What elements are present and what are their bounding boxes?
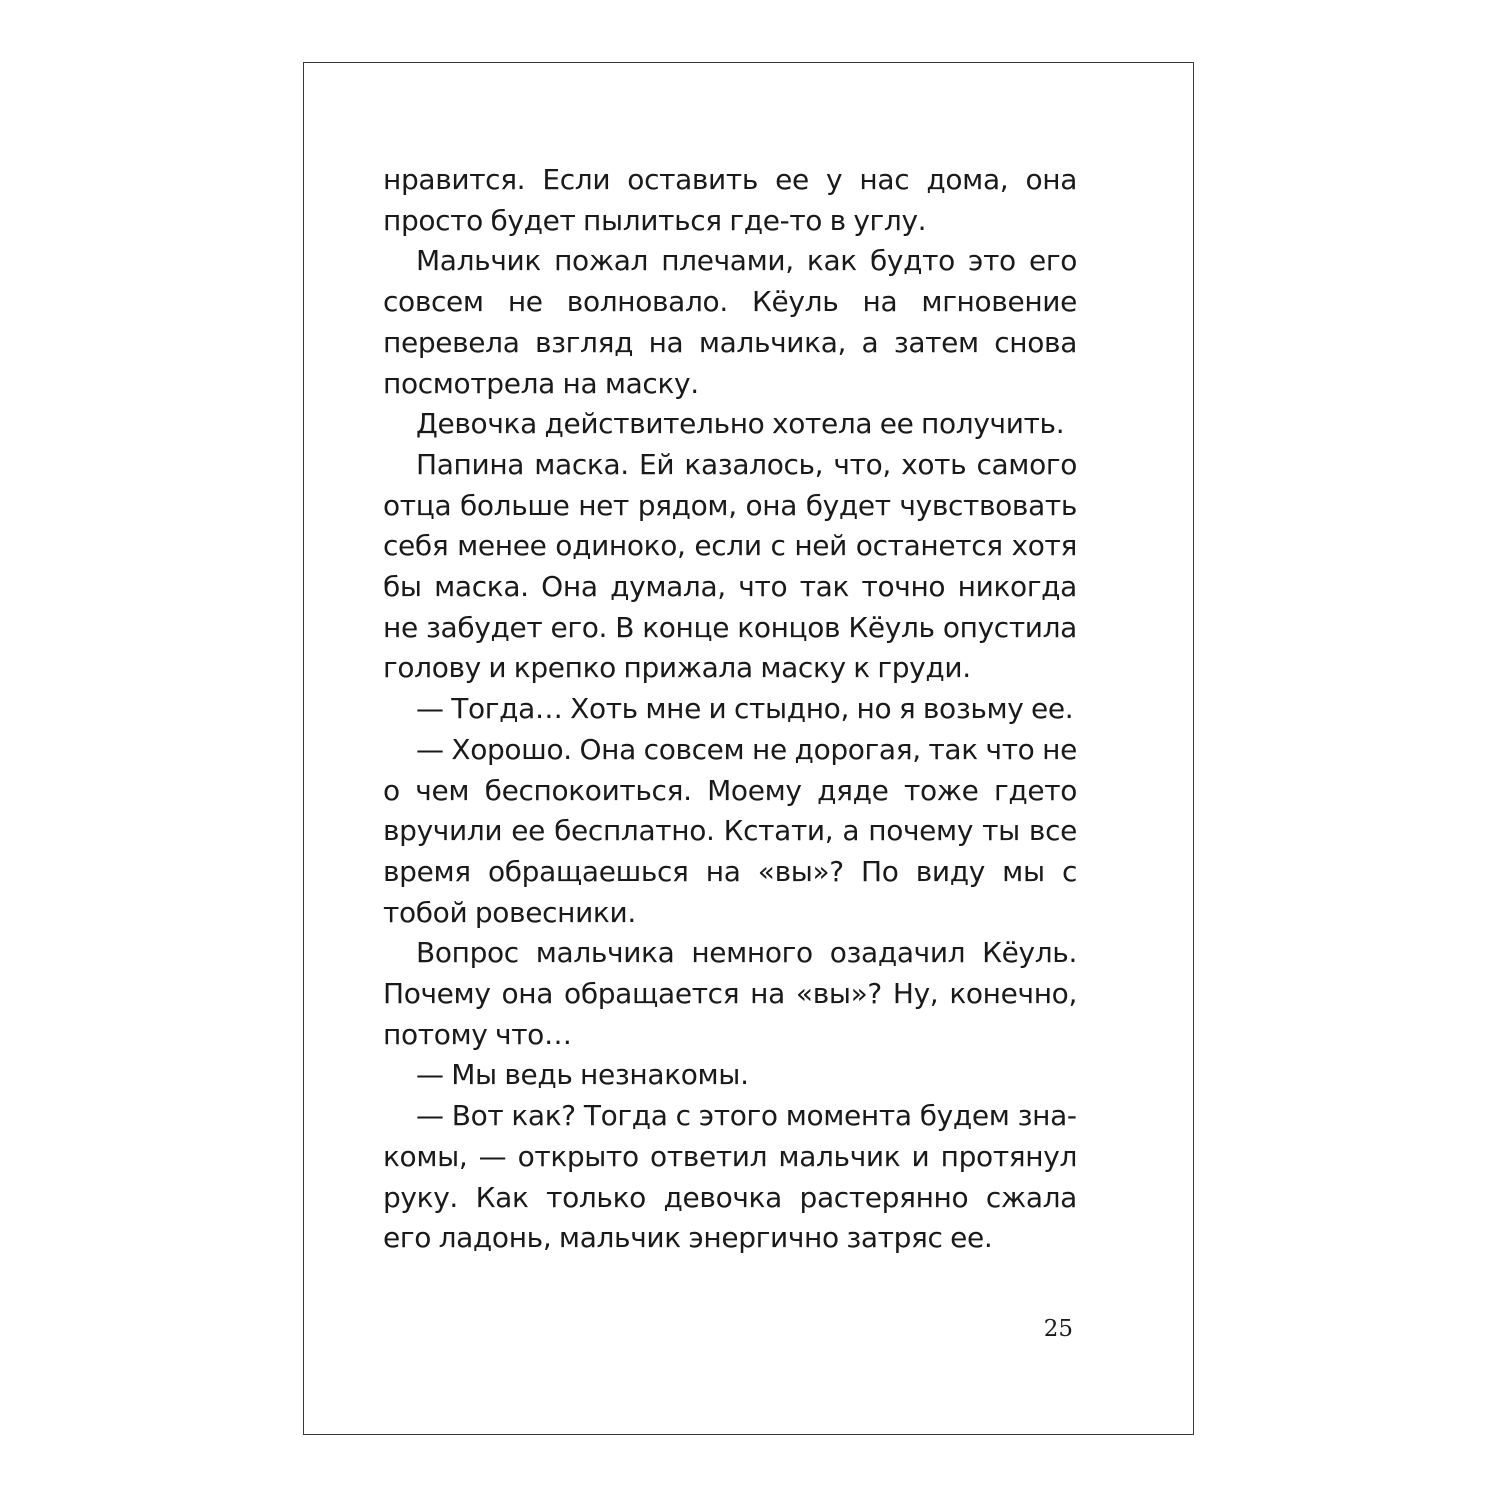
paragraph-9: — Вот как? Тогда с этого момента будем знакомы, — открыто ответил мальчик и протянул руку. Как только девочка растерянно сжала его ладонь, мальчик энергично затряс ее. <box>383 1099 1077 1255</box>
paragraph-5: — Тогда… Хоть мне и стыдно, но я возьму ее. <box>416 692 1074 726</box>
book-page <box>303 62 1194 1435</box>
page-number: 25 <box>1043 1316 1073 1342</box>
paragraph-8: — Мы ведь незнакомы. <box>416 1058 749 1092</box>
body-text <box>383 160 1077 1259</box>
paragraph-4: Папина маска. Ей казалось, что, хоть самого отца больше нет рядом, она будет чувствовать себя менее одиноко, если с ней останется хотя бы маска. Она думала, что так точно никогда не забудет его. В конце концов Кёуль опустила голову и крепко прижала маску к груди. <box>383 447 1077 685</box>
paragraph-7: Вопрос мальчика немного озадачил Кёуль. Почему она обращается на «вы»? Ну, конечно, потому что… <box>383 936 1077 1051</box>
paragraph-2: Мальчик пожал плечами, как будто это его совсем не волновало. Кёуль на мгновение перевела взгляд на мальчика, а затем снова посмотрела на маску. <box>383 244 1077 400</box>
paragraph-3: Девочка действительно хотела ее получить. <box>416 407 1065 441</box>
paragraph-6: — Хорошо. Она совсем не дорогая, так что не о чем беспокоиться. Моему дяде тоже гдето вручили ее бесплатно. Кстати, а почему ты все время обращаешься на «вы»? По виду мы с тобой ровесники. <box>383 732 1077 929</box>
paragraph-1: нравится. Если оставить ее у нас дома, она просто будет пылиться где-то в углу. <box>383 163 1077 237</box>
